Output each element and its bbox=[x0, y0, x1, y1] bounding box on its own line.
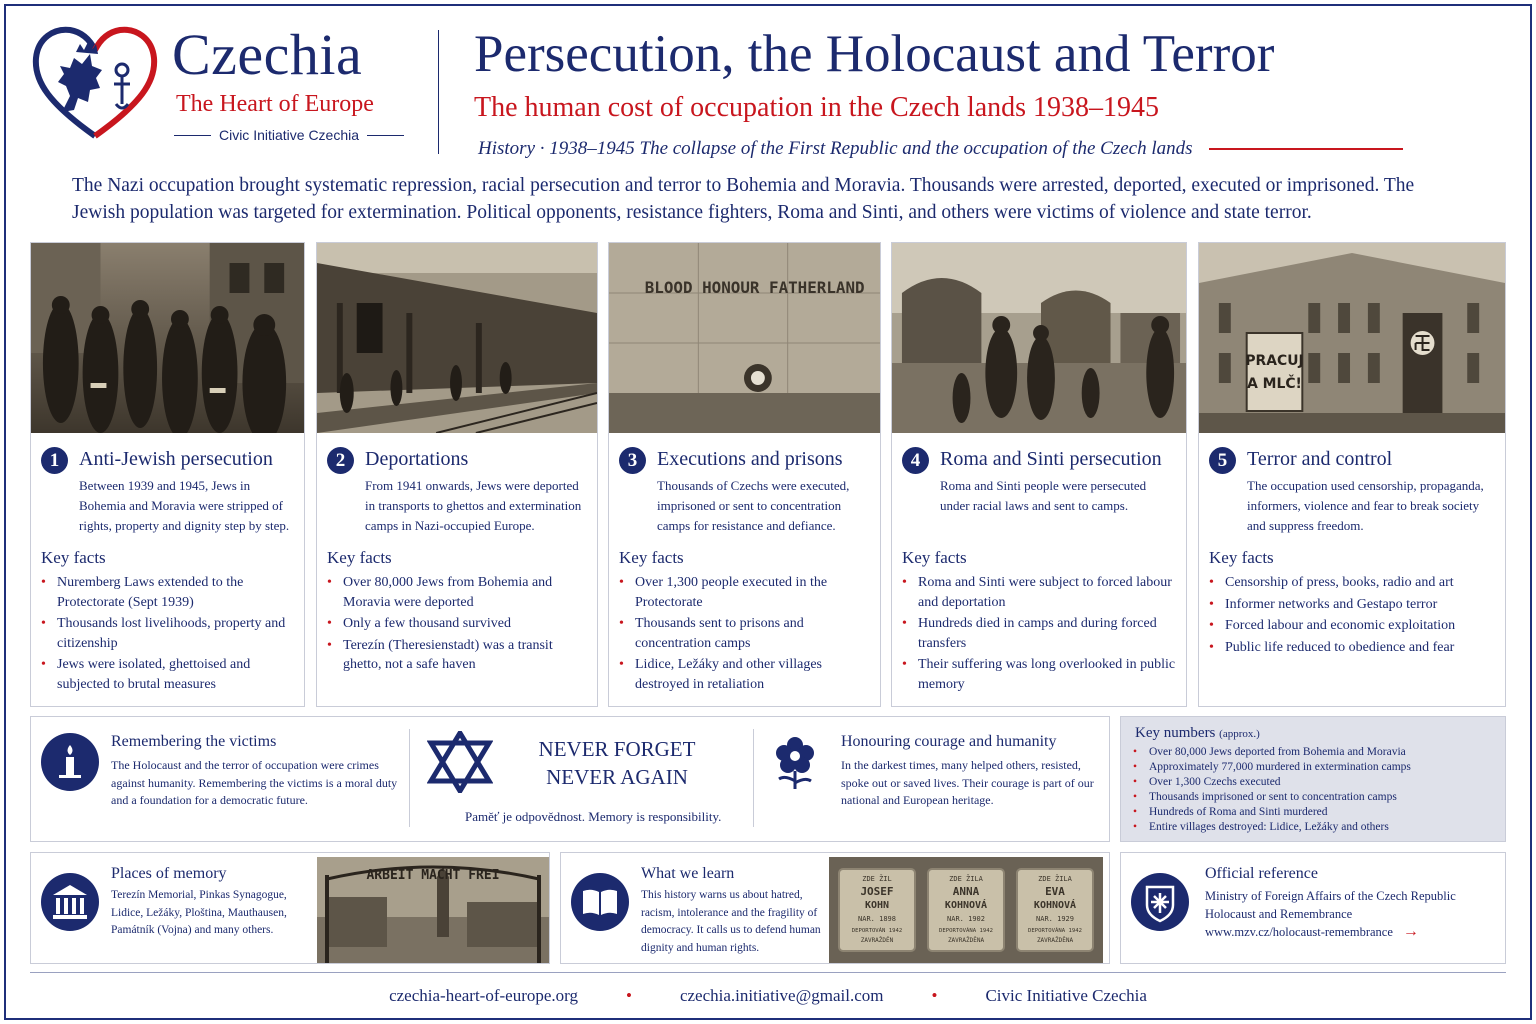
footer-email[interactable]: czechia.initiative@gmail.com bbox=[679, 986, 884, 1005]
memory-caption: Paměť je odpovědnost. Memory is responsibility. bbox=[465, 809, 722, 824]
card-deportations bbox=[316, 242, 598, 707]
stone-1-l4: NAR. 1898 bbox=[858, 915, 896, 923]
photo-stolpersteine bbox=[829, 857, 1103, 963]
card-title: Anti-Jewish persecution bbox=[79, 448, 273, 470]
monument-icon bbox=[41, 873, 99, 931]
key-facts-list bbox=[327, 573, 591, 677]
photo-government-building bbox=[1199, 243, 1505, 433]
divider bbox=[174, 135, 211, 136]
key-facts-heading: Key facts bbox=[327, 548, 392, 567]
key-facts-heading: Key facts bbox=[619, 548, 684, 567]
list-item: • Jews were isolated, ghettoised and subjected to brutal measures bbox=[41, 655, 298, 694]
approx-label: (approx.) bbox=[1219, 728, 1260, 740]
list-item: • Their suffering was long overlooked in public memory bbox=[902, 655, 1180, 694]
card-title: Deportations bbox=[365, 448, 469, 470]
stone-1-l1: ZDE ŽIL bbox=[862, 875, 892, 883]
history-line bbox=[478, 138, 1403, 160]
card-title: Roma and Sinti persecution bbox=[940, 448, 1162, 470]
header-divider bbox=[438, 30, 439, 154]
stone-2-l5: DEPORTOVÁNA 1942 bbox=[939, 928, 993, 934]
wall-inscription: BLOOD HONOUR FATHERLAND bbox=[644, 277, 865, 298]
stone-2-l6: ZAVRAŽDĚNA bbox=[947, 937, 985, 944]
photo-street-crowd bbox=[31, 243, 304, 433]
card-number-2: 2 bbox=[327, 447, 354, 474]
list-item: • Terezín (Theresienstadt) was a transit ghetto, not a safe haven bbox=[327, 636, 591, 675]
photo-train-deportation bbox=[317, 243, 597, 433]
key-facts-list bbox=[902, 573, 1180, 696]
stone-1-l5: DEPORTOVÁN 1942 bbox=[851, 928, 903, 934]
brand-title: Czechia bbox=[172, 22, 363, 87]
stone-1-l6: ZAVRAŽDĚN bbox=[860, 937, 894, 944]
key-facts-list bbox=[619, 573, 874, 696]
list-item: • Roma and Sinti were subject to forced labour and deportation bbox=[902, 573, 1180, 612]
brand-civic-label: Civic Initiative Czechia bbox=[218, 127, 360, 143]
card-number-1: 1 bbox=[41, 447, 68, 474]
star-of-david-icon bbox=[427, 731, 493, 793]
card-description: Between 1939 and 1945, Jews in Bohemia and Moravia were stripped of rights, property and dignity step by step. bbox=[79, 478, 290, 533]
stone-2-l4: NAR. 1902 bbox=[947, 915, 985, 923]
coat-of-arms-icon bbox=[1131, 873, 1189, 931]
stone-3-l6: ZAVRAŽDĚNA bbox=[1036, 937, 1074, 944]
red-divider bbox=[1209, 148, 1403, 150]
list-item: • Nuremberg Laws extended to the Protectorate (Sept 1939) bbox=[41, 573, 298, 612]
key-facts-heading: Key facts bbox=[902, 548, 967, 567]
places-of-memory-panel bbox=[30, 852, 550, 964]
footer-divider bbox=[30, 972, 1506, 973]
reference-url[interactable]: www.mzv.cz/holocaust-remembrance bbox=[1205, 925, 1393, 939]
list-item: • Only a few thousand survived bbox=[327, 614, 591, 634]
divider bbox=[753, 729, 754, 827]
stone-3-l4: NAR. 1929 bbox=[1036, 915, 1074, 923]
never-forget-line: NEVER FORGET bbox=[538, 737, 696, 761]
list-item: • Informer networks and Gestapo terror bbox=[1209, 595, 1499, 615]
key-numbers-list bbox=[1133, 745, 1411, 835]
list-item: • Thousands lost livelihoods, property and citizenship bbox=[41, 614, 298, 653]
list-item: • Over 1,300 people executed in the Protectorate bbox=[619, 573, 874, 612]
key-facts-list bbox=[41, 573, 298, 696]
arrow-right-icon: → bbox=[1402, 923, 1419, 940]
list-item: • Forced labour and economic exploitation bbox=[1209, 616, 1499, 636]
reference-link[interactable] bbox=[1205, 923, 1501, 941]
footer-website[interactable]: czechia-heart-of-europe.org bbox=[389, 986, 579, 1005]
card-title: Executions and prisons bbox=[657, 448, 843, 470]
list-item: • Thousands sent to prisons and concentration camps bbox=[619, 614, 874, 653]
history-text: History · 1938–1945 The collapse of the First Republic and the occupation of the Czech lands bbox=[478, 138, 1193, 159]
card-description: From 1941 onwards, Jews were deported in transports to ghettos and extermination camps in Nazi-occupied Europe. bbox=[365, 478, 582, 533]
list-item: • Approximately 77,000 murdered in extermination camps bbox=[1133, 760, 1411, 775]
card-title: Terror and control bbox=[1247, 448, 1393, 470]
never-again-line: NEVER AGAIN bbox=[546, 765, 688, 789]
stone-3-l1: ZDE ŽILA bbox=[1038, 875, 1072, 883]
poster-line-1: PRACUJ bbox=[1245, 352, 1304, 370]
reference-topic: Holocaust and Remembrance bbox=[1205, 907, 1353, 921]
page-subtitle: The human cost of occupation in the Czech lands 1938–1945 bbox=[474, 92, 1160, 123]
heart-lion-logo bbox=[30, 24, 160, 142]
stone-2-l3: KOHNOVÁ bbox=[944, 900, 988, 911]
places-text: Terezín Memorial, Pinkas Synagogue, Lidice, Ležáky, Ploština, Mauthausen, Památník (Vojna) and many others. bbox=[111, 889, 287, 936]
photo-caravans bbox=[892, 243, 1186, 433]
footer bbox=[0, 986, 1536, 1006]
reference-ministry: Ministry of Foreign Affairs of the Czech Republic bbox=[1205, 889, 1456, 903]
poster-line-2: A MLČ! bbox=[1247, 375, 1302, 393]
list-item: • Hundreds of Roma and Sinti murdered bbox=[1133, 805, 1411, 820]
key-numbers-heading: Key numbers bbox=[1135, 725, 1216, 741]
divider bbox=[409, 729, 410, 827]
stone-3-l3: KOHNOVÁ bbox=[1033, 900, 1077, 911]
key-numbers-panel bbox=[1120, 716, 1506, 842]
stone-3-l5: DEPORTOVÁNA 1942 bbox=[1028, 928, 1082, 934]
card-anti-jewish bbox=[30, 242, 305, 707]
intro-paragraph: The Nazi occupation brought systematic repression, racial persecution and terror to Bohemia and Moravia. Thousands were arrested, deported, executed or imprisoned. The Jewish population was targeted for extermination. Political opponents, resistance fighters, Roma and Sinti, and others were victims of violence and state terror. bbox=[72, 175, 1415, 223]
key-facts-list bbox=[1209, 573, 1499, 659]
card-description: The occupation used censorship, propaganda, informers, violence and fear to break society and suppress freedom. bbox=[1247, 478, 1484, 533]
photo-camp-gate bbox=[317, 857, 549, 963]
footer-org: Civic Initiative Czechia bbox=[985, 986, 1147, 1005]
stone-1-l2: JOSEF bbox=[860, 885, 894, 898]
remember-text: The Holocaust and the terror of occupation were crimes against humanity. Remembering the victims is a moral duty and a foundation for a democratic future. bbox=[111, 758, 398, 807]
brand-subtitle: The Heart of Europe bbox=[176, 91, 374, 117]
remembrance-panel bbox=[30, 716, 1110, 842]
divider bbox=[367, 135, 404, 136]
what-we-learn-panel bbox=[560, 852, 1110, 964]
brand-civic bbox=[174, 127, 404, 143]
never-forget-block bbox=[517, 735, 717, 791]
card-number-5: 5 bbox=[1209, 447, 1236, 474]
stone-2-l2: ANNA bbox=[952, 885, 980, 898]
key-facts-heading: Key facts bbox=[1209, 548, 1274, 567]
reference-title: Official reference bbox=[1205, 865, 1318, 882]
places-title: Places of memory bbox=[111, 865, 227, 882]
photo-memorial-wall bbox=[609, 243, 880, 433]
list-item: • Over 1,300 Czechs executed bbox=[1133, 775, 1411, 790]
official-reference-panel bbox=[1120, 852, 1506, 964]
card-executions bbox=[608, 242, 881, 707]
card-roma-sinti bbox=[891, 242, 1187, 707]
book-icon bbox=[571, 873, 629, 931]
learn-title: What we learn bbox=[641, 865, 735, 882]
flower-icon bbox=[767, 733, 823, 791]
card-number-3: 3 bbox=[619, 447, 646, 474]
bullet-icon: • bbox=[931, 986, 938, 1005]
list-item: • Censorship of press, books, radio and art bbox=[1209, 573, 1499, 593]
stone-2-l1: ZDE ŽILA bbox=[949, 875, 983, 883]
stone-3-l2: EVA bbox=[1045, 885, 1065, 898]
learn-text: This history warns us about hatred, racism, intolerance and the fragility of democracy. It calls us to defend human dignity and human rights. bbox=[641, 889, 821, 954]
list-item: • Lidice, Ležáky and other villages destroyed in retaliation bbox=[619, 655, 874, 694]
bullet-icon: • bbox=[626, 986, 632, 1005]
card-description: Roma and Sinti people were persecuted under racial laws and sent to camps. bbox=[940, 478, 1147, 513]
reference-text bbox=[1205, 887, 1501, 941]
list-item: • Over 80,000 Jews deported from Bohemia and Moravia bbox=[1133, 745, 1411, 760]
card-description: Thousands of Czechs were executed, imprisoned or sent to concentration camps for resistance and defiance. bbox=[657, 478, 850, 533]
list-item: • Hundreds died in camps and during forced transfers bbox=[902, 614, 1180, 653]
courage-text: In the darkest times, many helped others, resisted, spoke out or saved lives. Their courage is part of our national and European heritage. bbox=[841, 758, 1094, 807]
card-number-4: 4 bbox=[902, 447, 929, 474]
list-item: • Over 80,000 Jews from Bohemia and Moravia were deported bbox=[327, 573, 591, 612]
key-numbers-title bbox=[1135, 725, 1260, 742]
key-facts-heading: Key facts bbox=[41, 548, 106, 567]
gate-inscription: ARBEIT MACHT FREI bbox=[366, 868, 500, 883]
list-item: • Thousands imprisoned or sent to concentration camps bbox=[1133, 790, 1411, 805]
candle-icon bbox=[41, 733, 99, 791]
list-item: • Entire villages destroyed: Lidice, Ležáky and others bbox=[1133, 820, 1411, 835]
stone-1-l3: KOHN bbox=[864, 900, 890, 911]
page-title: Persecution, the Holocaust and Terror bbox=[474, 25, 1275, 83]
remember-title: Remembering the victims bbox=[111, 733, 277, 750]
card-terror-control bbox=[1198, 242, 1506, 707]
list-item: • Public life reduced to obedience and fear bbox=[1209, 638, 1499, 658]
courage-title: Honouring courage and humanity bbox=[841, 733, 1057, 750]
